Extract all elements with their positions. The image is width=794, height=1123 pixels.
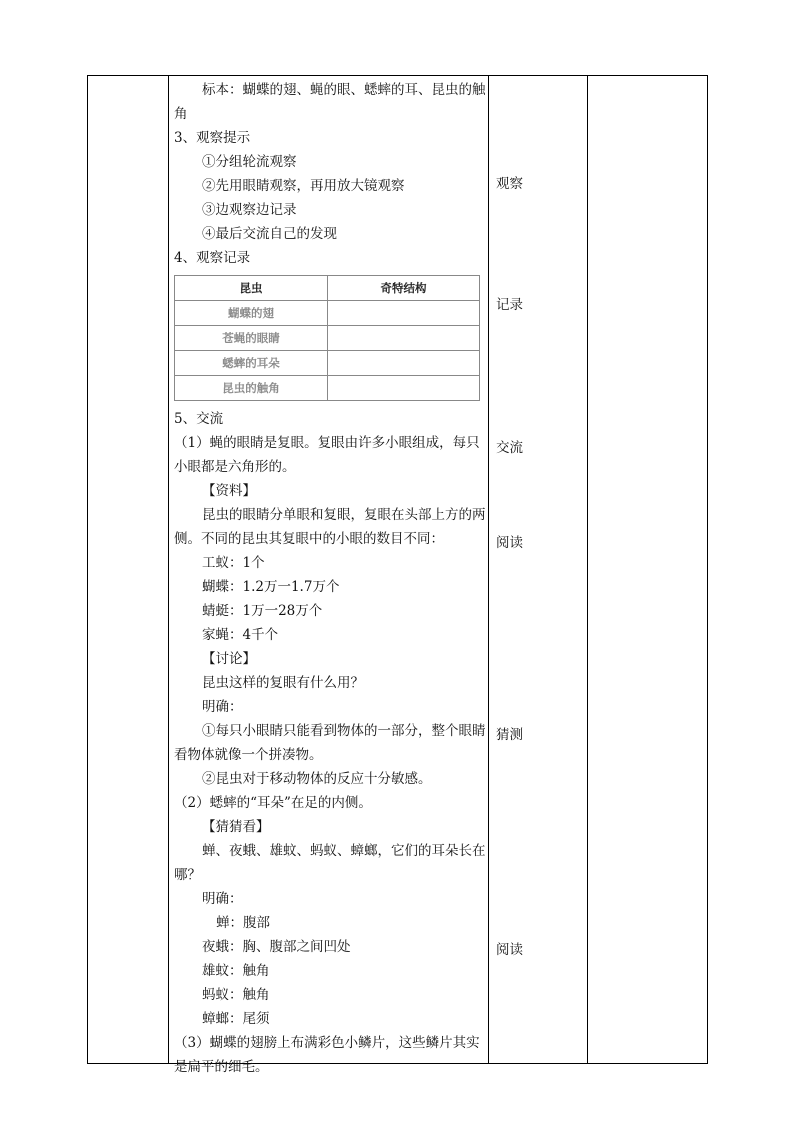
material-tag: 【资料】 [202, 483, 256, 499]
student-activity: 观察 [496, 176, 523, 192]
specimen-text: 标本：蝴蝶的翅、蝇的眼、蟋蟀的耳、昆虫的触角 [174, 82, 486, 122]
answer-item: 雄蚊：触角 [202, 963, 270, 979]
material-text: 昆虫的眼睛分单眼和复眼，复眼在头部上方的两侧。不同的昆虫其复眼中的小眼的数目不同： [174, 507, 486, 547]
answer-item: 蚂蚁：触角 [202, 987, 270, 1003]
tip-item: ①分组轮流观察 [202, 154, 297, 170]
record-cell[interactable] [328, 351, 480, 376]
clarify-item: ②昆虫对于移动物体的反应十分敏感。 [202, 771, 432, 787]
table-row [175, 301, 480, 326]
insect-cell: 蝴蝶的翅 [175, 301, 328, 326]
tip-item: ③边观察边记录 [202, 202, 297, 218]
tip-item: ④最后交流自己的发现 [202, 226, 337, 242]
student-activity: 记录 [496, 297, 523, 313]
count-item: 蜻蜓：1万一28万个 [202, 603, 323, 619]
clarify-item: ①每只小眼睛只能看到物体的一部分，整个眼睛看物体就像一个拼凑物。 [174, 723, 486, 763]
observation-record-table [174, 275, 480, 401]
guess-question: 蝉、夜蛾、雄蚊、蚂蚁、蟑螂，它们的耳朵长在哪？ [174, 843, 486, 883]
clarify-label: 明确： [202, 891, 243, 907]
column-divider [587, 75, 588, 1064]
paragraph: （1）蝇的眼睛是复眼。复眼由许多小眼组成，每只小眼都是六角形的。 [174, 435, 480, 475]
count-item: 家蝇：4千个 [202, 627, 279, 643]
table-header: 奇特结构 [328, 276, 480, 301]
exchange-title: 5、交流 [174, 411, 224, 427]
clarify-label: 明确： [202, 699, 243, 715]
student-activity: 交流 [496, 440, 523, 456]
discuss-question: 昆虫这样的复眼有什么用？ [202, 675, 364, 691]
answer-item: 夜蛾：胸、腹部之间凹处 [202, 939, 351, 955]
insect-cell: 昆虫的触角 [175, 376, 328, 401]
insect-cell: 蟋蟀的耳朵 [175, 351, 328, 376]
paragraph: （2）蟋蟀的“耳朵”在足的内侧。 [174, 795, 372, 811]
paragraph: （3）蝴蝶的翅膀上布满彩色小鳞片，这些鳞片其实是扁平的细毛。 [174, 1035, 480, 1075]
table-header: 昆虫 [175, 276, 328, 301]
table-row [175, 326, 480, 351]
column-divider [488, 75, 489, 1064]
answer-item: 蝉：腹部 [216, 915, 270, 931]
tips-title: 3、观察提示 [174, 130, 251, 146]
record-cell[interactable] [328, 301, 480, 326]
count-item: 蝴蝶：1.2万一1.7万个 [202, 579, 340, 595]
discuss-tag: 【讨论】 [202, 651, 256, 667]
table-row [175, 351, 480, 376]
student-activity: 阅读 [496, 535, 523, 551]
insect-cell: 苍蝇的眼睛 [175, 326, 328, 351]
guess-tag: 【猜猜看】 [202, 819, 270, 835]
student-activity: 猜测 [496, 727, 523, 743]
record-cell[interactable] [328, 376, 480, 401]
record-title: 4、观察记录 [174, 250, 251, 266]
table-row [175, 376, 480, 401]
teaching-content-cell [174, 78, 486, 1079]
count-item: 工蚁：1个 [202, 555, 265, 571]
tip-item: ②先用眼睛观察，再用放大镜观察 [202, 178, 405, 194]
student-activity: 阅读 [496, 942, 523, 958]
column-divider [168, 75, 169, 1064]
record-cell[interactable] [328, 326, 480, 351]
answer-item: 蟑螂：尾须 [202, 1011, 270, 1027]
